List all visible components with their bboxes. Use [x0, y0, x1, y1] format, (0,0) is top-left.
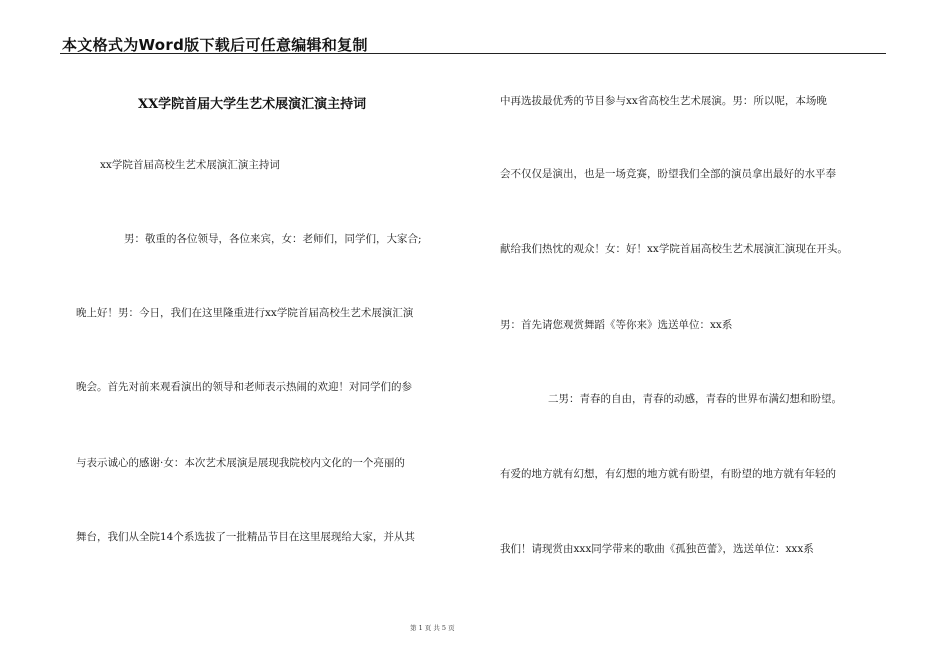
paragraph-line: 会不仅仅是演出，也是一场竞赛，盼望我们全部的演员拿出最好的水平奉 [500, 168, 836, 180]
paragraph-line: xx学院首届高校生艺术展演汇演主持词 [100, 159, 280, 171]
document-title: XX学院首届大学生艺术展演汇演主持词 [138, 97, 367, 112]
paragraph-line: 男：首先请您观赏舞蹈《等你来》选送单位：xx系 [500, 319, 733, 331]
paragraph-line: 与表示诚心的感谢·女：本次艺术展演是展现我院校内文化的一个亮丽的 [76, 457, 405, 469]
paragraph-line: 我们！请现赏由xxx同学带来的歌曲《孤独芭蕾》，选送单位：xxx系 [500, 543, 814, 555]
download-banner: 本文格式为Word版下载后可任意编辑和复制 [62, 36, 368, 54]
banner-divider [60, 53, 886, 54]
paragraph-line: 晚上好！男：今日，我们在这里隆重进行xx学院首届高校生艺术展演汇演 [76, 307, 414, 319]
paragraph-line: 中再选拔最优秀的节目参与xx省高校生艺术展演。男：所以呢，本场晚 [500, 95, 827, 107]
paragraph-line: 晚会。首先对前来观看演出的领导和老师表示热闹的欢迎！对同学们的参 [76, 381, 412, 393]
paragraph-line: 舞台，我们从全院14个系选拔了一批精品节目在这里展现给大家，并从其 [76, 531, 415, 543]
paragraph-line: 男：敬重的各位领导，各位来宾，女：老师们，同学们，大家合; [124, 233, 422, 245]
paragraph-line: 有爱的地方就有幻想，有幻想的地方就有盼望，有盼望的地方就有年轻的 [500, 468, 836, 480]
page-footer: 第 1 页 共 5 页 [410, 624, 455, 632]
paragraph-line: 献给我们热忱的观众！女：好！xx学院首届高校生艺术展演汇演现在开头。 [500, 243, 848, 255]
paragraph-line: 二男：青春的自由，青春的动感，青春的世界布满幻想和盼望。 [548, 393, 842, 405]
